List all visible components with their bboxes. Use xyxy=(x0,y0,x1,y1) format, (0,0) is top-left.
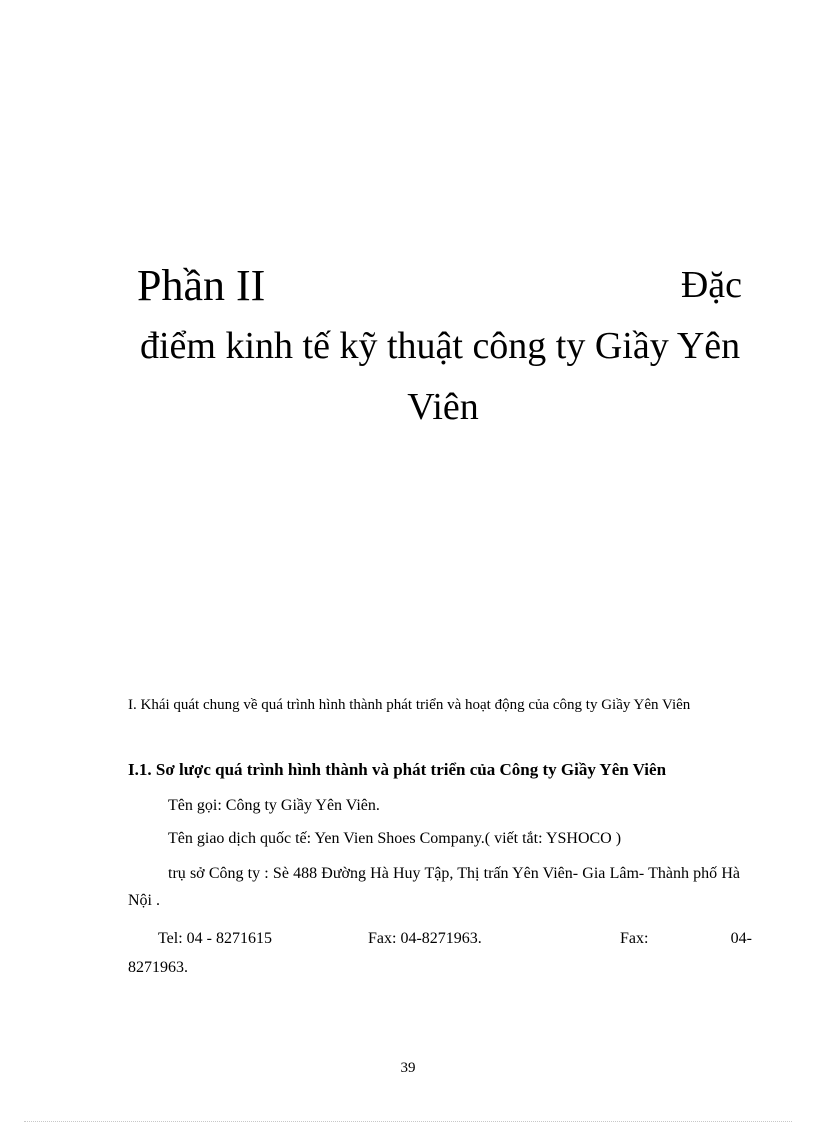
contact-block xyxy=(128,924,752,982)
chapter-title xyxy=(0,255,816,438)
contact-fax-2-value-end: 8271963. xyxy=(128,959,188,976)
chapter-title-line-3: Viên xyxy=(407,386,479,428)
contact-fax-2-value-start: 04- xyxy=(730,930,752,947)
sub-section-heading: I.1. Sơ lược quá trình hình thành và phát triển của Công ty Giầy Yên Viên xyxy=(128,760,667,779)
chapter-title-line-2: điểm kinh tế kỹ thuật công ty Giầy Yên xyxy=(140,325,741,367)
contact-fax-1: Fax: 04-8271963. xyxy=(368,930,482,947)
chapter-part-label: Phần II xyxy=(137,261,266,310)
contact-tel: Tel: 04 - 8271615 xyxy=(158,930,272,947)
page-bottom-rule xyxy=(24,1121,792,1122)
section-intro-heading: I. Khái quát chung về quá trình hình thành phát triển và hoạt động của công ty Giầy Yên Viên xyxy=(128,697,691,713)
contact-fax-2-label: Fax: xyxy=(620,930,649,947)
chapter-title-word: Đặc xyxy=(680,264,742,306)
company-name-line: Tên gọi: Công ty Giầy Yên Viên. xyxy=(168,797,380,814)
company-trade-name-line: Tên giao dịch quốc tế: Yen Vien Shoes Company.( viết tắt: YSHOCO ) xyxy=(168,830,622,847)
page-number: 39 xyxy=(400,1060,416,1076)
company-address-line: trụ sở Công ty : Sè 488 Đường Hà Huy Tập, Thị trấn Yên Viên- Gia Lâm- Thành phố Hà Nội . xyxy=(128,865,740,909)
